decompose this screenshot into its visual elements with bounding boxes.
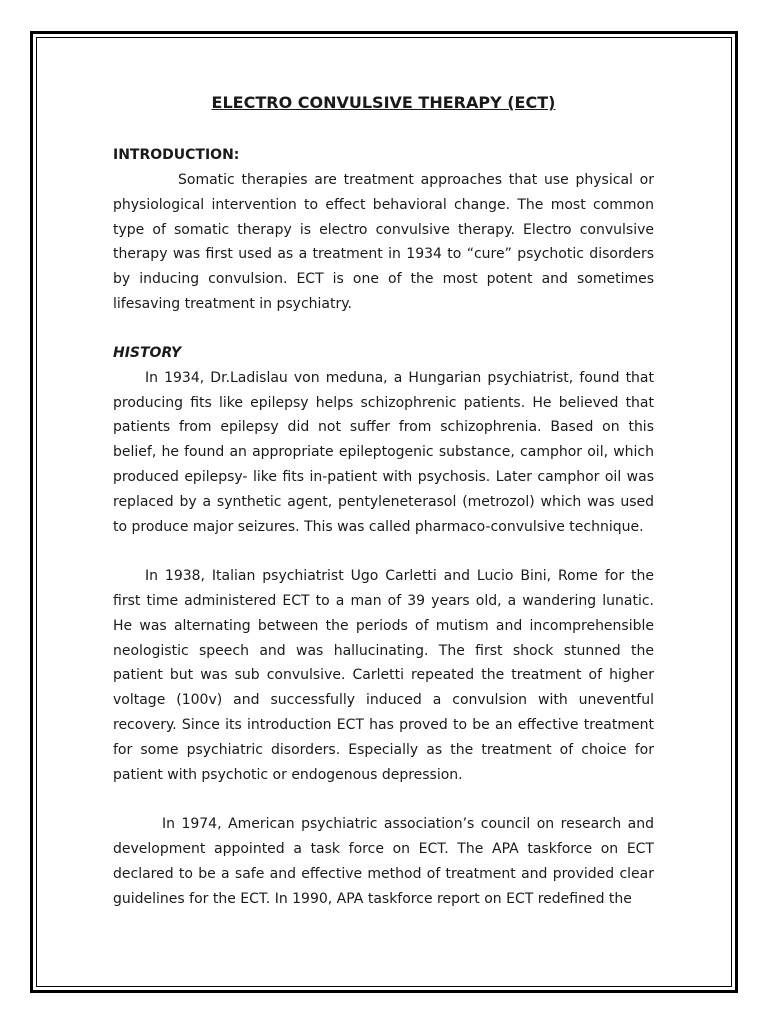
paragraph-spacer xyxy=(113,787,654,812)
history-paragraph-2: In 1938, Italian psychiatrist Ugo Carletti and Lucio Bini, Rome for the first time administered ECT to a man of 39 years old, a wandering lunatic. He was alternating between the periods of mutism and incomprehensible neologistic speech and was hallucinating. The first shock stunned the patient but was sub convulsive. Carletti repeated the treatment of higher voltage (100v) and successfully induced a convulsion with uneventful recovery. Since its introduction ECT has proved to be an effective treatment for some psychiatric disorders. Especially as the treatment of choice for patient with psychotic or endogenous depression. xyxy=(113,568,654,783)
history-paragraph-3: In 1974, American psychiatric association’s council on research and development appointed a task force on ECT. The APA taskforce on ECT declared to be a safe and effective method of treatment and provided clear guidelines for the ECT. In 1990, APA taskforce report on ECT redefined the xyxy=(113,816,654,907)
history-heading: HISTORY xyxy=(113,344,182,361)
introduction-paragraph: Somatic therapies are treatment approaches that use physical or physiological intervention to effect behavioral change. The most common type of somatic therapy is electro convulsive therapy. Electro convulsive therapy was first used as a treatment in 1934 to “cure” psychotic disorders by inducing convulsion. ECT is one of the most potent and sometimes lifesaving treatment in psychiatry. xyxy=(113,172,654,312)
introduction-heading: INTRODUCTION: xyxy=(113,147,240,163)
paragraph-spacer xyxy=(113,539,654,564)
history-paragraph-1: In 1934, Dr.Ladislau von meduna, a Hungarian psychiatrist, found that producing fits like epilepsy helps schizophrenic patients. He believed that patients from epilepsy did not suffer from schizophrenia. Based on this belief, he found an appropriate epileptogenic substance, camphor oil, which produced epilepsy- like fits in-patient with psychosis. Later camphor oil was replaced by a synthetic agent, pentyleneterasol (metrozol) which was used to produce major seizures. This was called pharmaco-convulsive technique. xyxy=(113,369,654,535)
document-title: ELECTRO CONVULSIVE THERAPY (ECT) xyxy=(211,93,556,112)
document-body xyxy=(113,88,654,911)
